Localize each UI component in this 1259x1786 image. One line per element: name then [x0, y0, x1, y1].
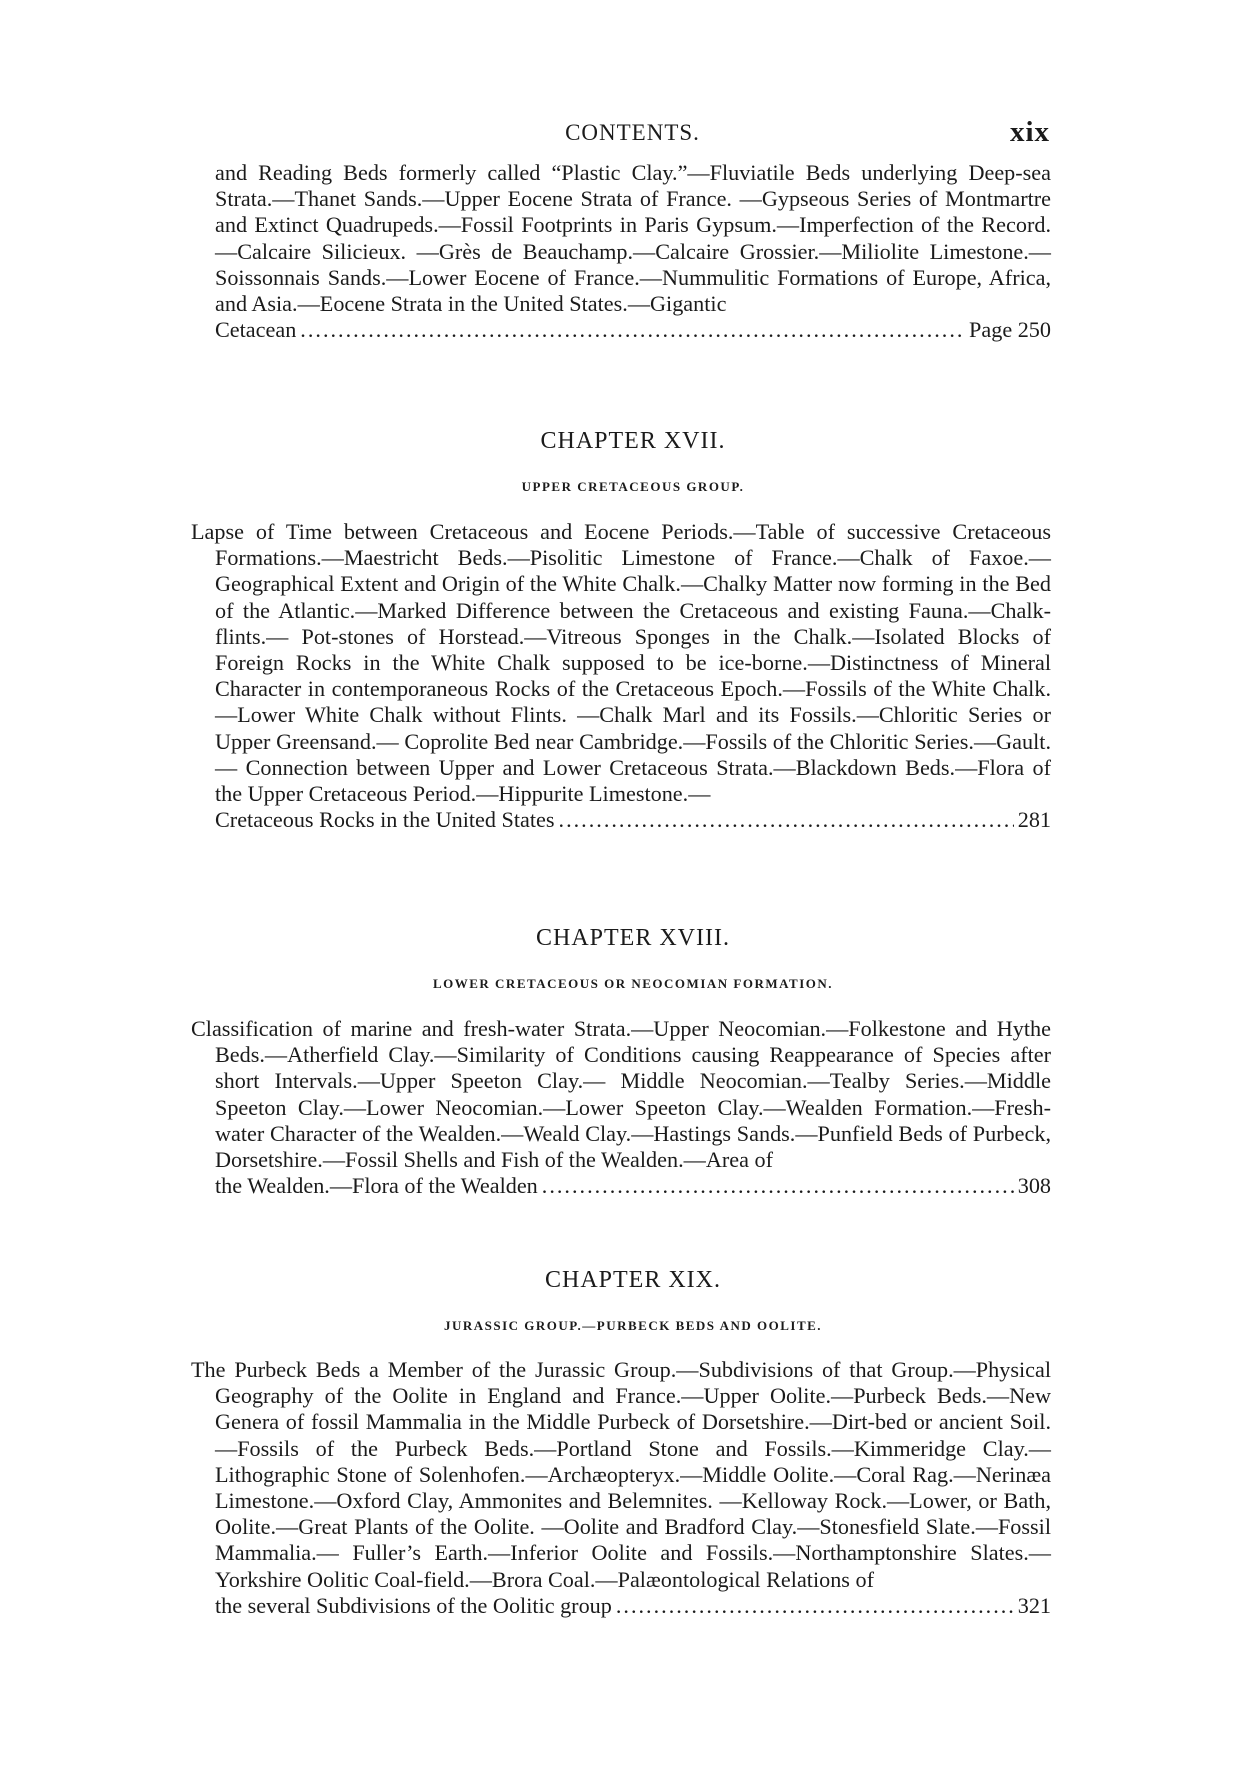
running-head — [215, 116, 1050, 156]
continued-section-ending-text: Cetacean — [215, 317, 297, 343]
chapter-17-page-ref: 281 — [1017, 807, 1051, 833]
chapter-17-summary — [191, 519, 1051, 833]
chapter-18-ending — [215, 1173, 1051, 1199]
chapter-18-summary — [191, 1016, 1051, 1199]
chapter-19-summary-text: The Purbeck Beds a Member of the Jurassic Group.—Subdivisions of that Group.—Physical Geography of the Oolite in England and France.—Upper Oolite.—Purbeck Beds.—New Genera of fossil Mammalia in the Middle Purbeck of Dorsetshire.—Dirt-bed or ancient Soil.—Fossils of the Purbeck Beds.—Portland Stone and Fossils.—Kimmeridge Clay.— Lithographic Stone of Solenhofen.—Archæopteryx.—Middle Oolite.—Coral Rag.—Nerinæa Limestone.—Oxford Clay, Ammonites and Belemnites. —Kelloway Rock.—Lower, or Bath, Oolite.—Great Plants of the Oolite. —Oolite and Bradford Clay.—Stonesfield Slate.—Fossil Mammalia.— Fuller’s Earth.—Inferior Oolite and Fossils.—Northamptonshire Slates.— Yorkshire Oolitic Coal-field.—Brora Coal.—Palæontological Relations of — [191, 1357, 1051, 1592]
chapter-18-ending-text: the Wealden.—Flora of the Wealden — [215, 1173, 538, 1199]
continued-section-text: and Reading Beds formerly called “Plastic Clay.”—Fluviatile Beds underlying Deep-sea Strata.—Thanet Sands.—Upper Eocene Strata of France. —Gypseous Series of Montmartre and Extinct Quadrupeds.—Fossil Footprints in Paris Gypsum.—Imperfection of the Record.—Calcaire Silicieux. —Grès de Beauchamp.—Calcaire Grossier.—Miliolite Limestone.—Soissonnais Sands.—Lower Eocene of France.—Nummulitic Formations of Europe, Africa, and Asia.—Eocene Strata in the United States.—Gigantic — [215, 160, 1051, 317]
page-number: xix — [1009, 116, 1050, 148]
chapter-19-ending-text: the several Subdivisions of the Oolitic group — [215, 1592, 612, 1618]
chapter-17-ending-text: Cretaceous Rocks in the United States — [215, 807, 555, 833]
dot-leader — [559, 807, 1014, 833]
chapter-18-title: CHAPTER XVIII. — [536, 925, 730, 951]
chapter-19-page-ref: 321 — [1017, 1592, 1051, 1618]
chapter-17-ending — [215, 807, 1051, 833]
dot-leader — [300, 317, 965, 343]
chapter-18-page-ref: 308 — [1017, 1173, 1051, 1199]
chapter-19-summary — [191, 1357, 1051, 1619]
chapter-17-title: CHAPTER XVII. — [540, 428, 726, 454]
chapter-18-summary-text: Classification of marine and fresh-water Strata.—Upper Neocomian.—Folkestone and Hythe Beds.—Atherfield Clay.—Similarity of Conditions causing Reappearance of Species after short Intervals.—Upper Speeton Clay.— Middle Neocomian.—Tealby Series.—Middle Speeton Clay.—Lower Neocomian.—Lower Speeton Clay.—Wealden Formation.—Fresh-water Character of the Wealden.—Weald Clay.—Hastings Sands.—Punfield Beds of Purbeck, Dorsetshire.—Fossil Shells and Fish of the Wealden.—Area of — [191, 1016, 1051, 1173]
chapter-18-subtitle: LOWER CRETACEOUS OR NEOCOMIAN FORMATION. — [432, 976, 834, 991]
chapter-17-summary-text: Lapse of Time between Cretaceous and Eocene Periods.—Table of successive Cretaceous Formations.—Maestricht Beds.—Pisolitic Limestone of France.—Chalk of Faxoe.—Geographical Extent and Origin of the White Chalk.—Chalky Matter now forming in the Bed of the Atlantic.—Marked Difference between the Cretaceous and existing Fauna.—Chalk-flints.— Pot-stones of Horstead.—Vitreous Sponges in the Chalk.—Isolated Blocks of Foreign Rocks in the White Chalk supposed to be ice-borne.—Distinctness of Mineral Character in contemporaneous Rocks of the Cretaceous Epoch.—Fossils of the White Chalk.—Lower White Chalk without Flints. —Chalk Marl and its Fossils.—Chloritic Series or Upper Greensand.— Coprolite Bed near Cambridge.—Fossils of the Chloritic Series.—Gault.— Connection between Upper and Lower Cretaceous Strata.—Blackdown Beds.—Flora of the Upper Cretaceous Period.—Hippurite Limestone.— — [191, 519, 1051, 807]
chapter-19-ending — [215, 1593, 1051, 1619]
chapter-17-subtitle: UPPER CRETACEOUS GROUP. — [521, 479, 745, 494]
running-title: CONTENTS. — [565, 120, 700, 145]
continued-section — [215, 160, 1051, 343]
chapter-19-title: CHAPTER XIX. — [544, 1267, 721, 1293]
chapter-19-subtitle: JURASSIC GROUP.—PURBECK BEDS AND OOLITE. — [443, 1318, 823, 1333]
dot-leader — [616, 1593, 1014, 1619]
continued-section-page-ref: Page 250 — [969, 317, 1051, 343]
dot-leader — [542, 1173, 1014, 1199]
continued-section-ending — [215, 317, 1051, 343]
